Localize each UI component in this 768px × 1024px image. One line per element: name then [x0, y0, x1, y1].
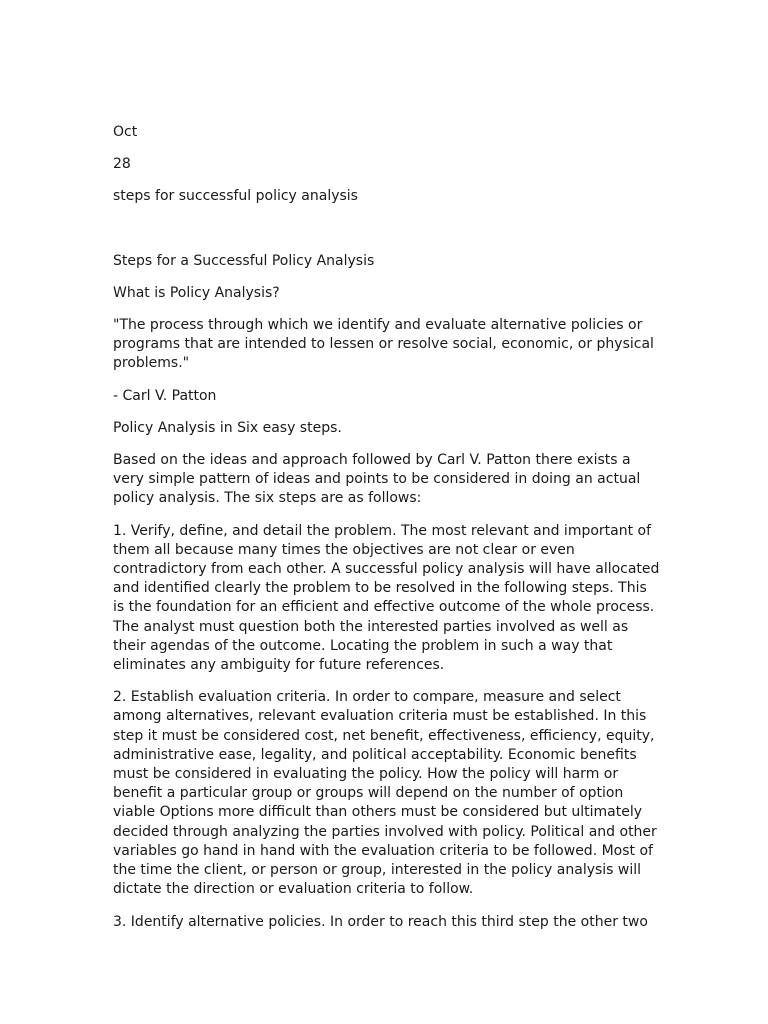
document-heading: Steps for a Successful Policy Analysis [113, 252, 375, 269]
step-3-paragraph: 3. Identify alternative policies. In order to reach this third step the other two [113, 913, 648, 930]
document-page [113, 123, 661, 945]
intro-paragraph: Based on the ideas and approach followed by Carl V. Patton there exists a very simple pattern of ideas and points to be considered in doing an actual policy analysis. The six steps are as follows: [113, 452, 641, 507]
step-2-paragraph: 2. Establish evaluation criteria. In order to compare, measure and select among alternatives, relevant evaluation criteria must be established. In this step it must be considered cost, net benefit, effectiveness, efficiency, equity, administrative ease, legality, and political acceptability. Economic benefits must be considered in evaluating the policy. How the policy will harm or benefit a particular group or groups will depend on the number of option viable Options more difficult than others must be considered but ultimately decided through analyzing the parties involved with policy. Political and other variables go hand in hand with the evaluation criteria to be followed. Most of the time the client, or person or group, interested in the policy analysis will dictate the direction or evaluation criteria to follow. [113, 689, 657, 898]
post-title: steps for successful policy analysis [113, 188, 358, 205]
question-text: What is Policy Analysis? [113, 284, 280, 301]
section-title: Policy Analysis in Six easy steps. [113, 419, 342, 436]
quote-attribution: - Carl V. Patton [113, 387, 217, 404]
step-1-paragraph: 1. Verify, define, and detail the problem. The most relevant and important of them all because many times the objectives are not clear or even contradictory from each other. A successful policy analysis will have allocated and identified clearly the problem to be resolved in the following steps. This is the foundation for an efficient and effective outcome of the whole process. The analyst must question both the interested parties involved as well as their agendas of the outcome. Locating the problem in such a way that eliminates any ambiguity for future references. [113, 522, 660, 674]
post-month: Oct [113, 124, 138, 140]
definition-quote: "The process through which we identify and evaluate alternative policies or programs that are intended to lessen or resolve social, economic, or physical problems." [113, 317, 654, 372]
post-day: 28 [113, 156, 131, 173]
